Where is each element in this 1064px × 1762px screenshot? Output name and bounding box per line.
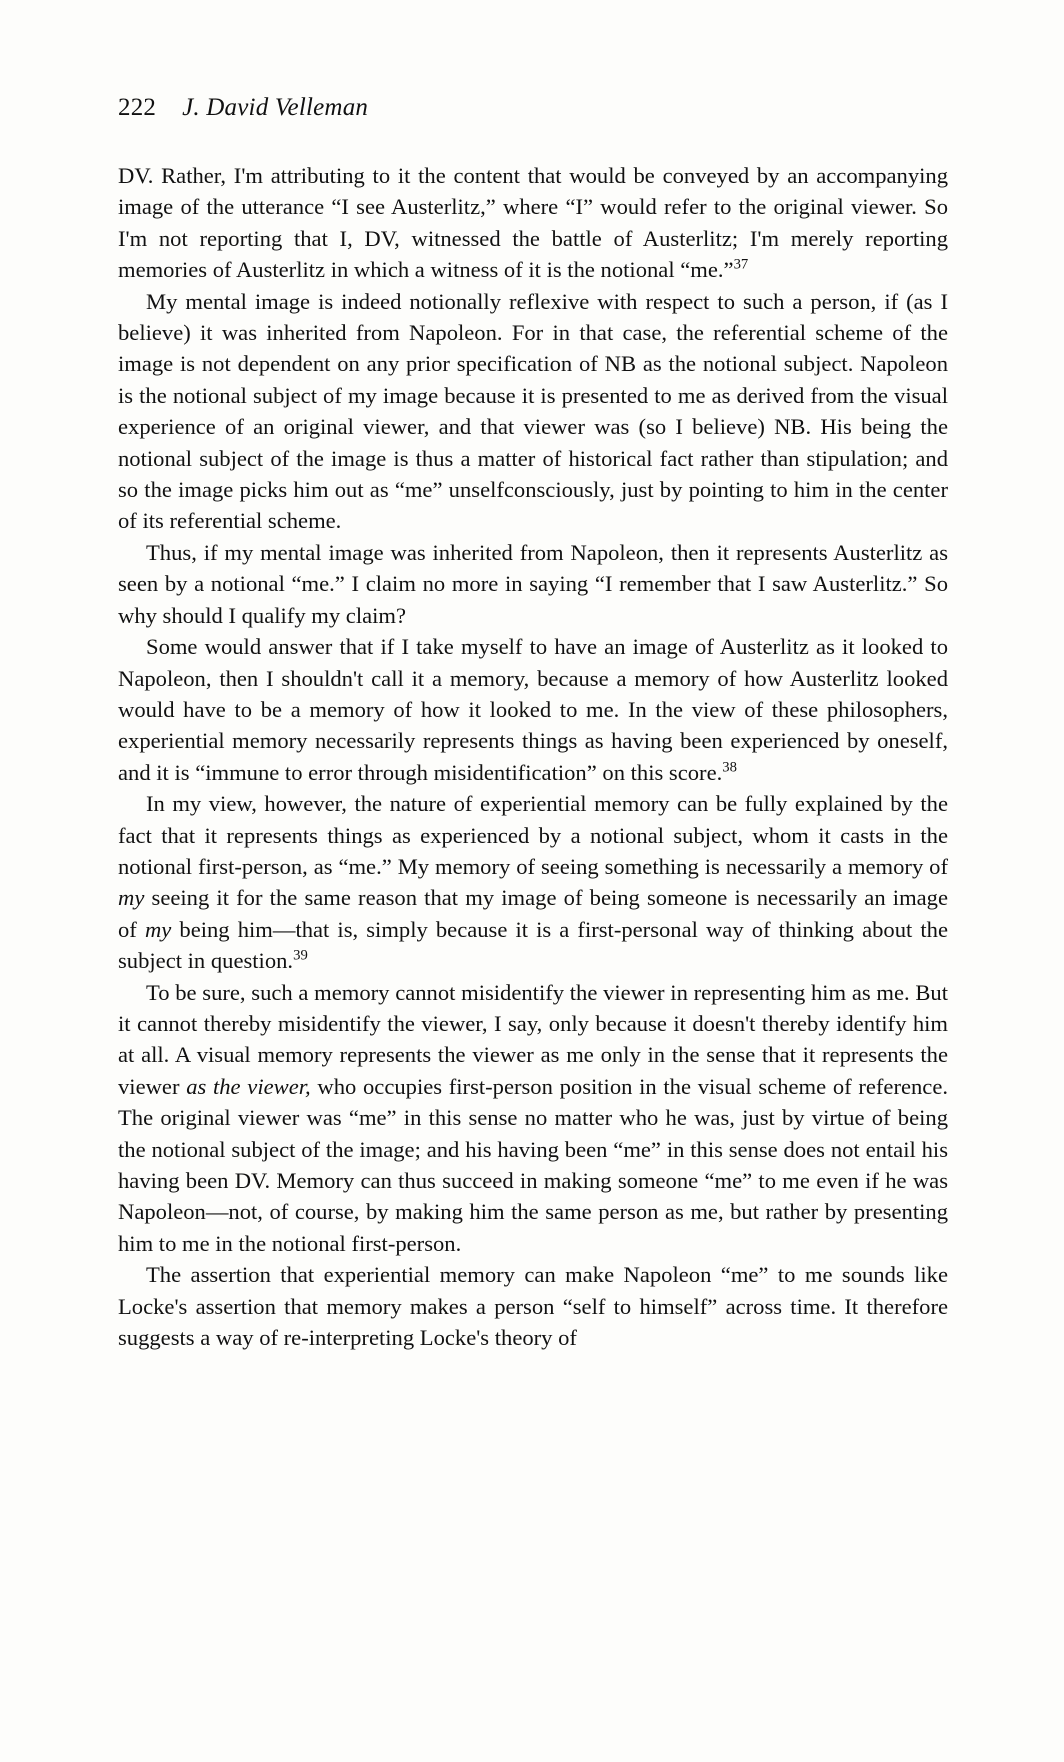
text-run: The assertion that experiential memory can make Napoleon “me” to me sounds like Locke's assertion that memory makes a person “self to himself” across time. It therefore suggests a way of re-interpreting Locke's theory of [118,1262,948,1351]
text-run: To be sure, such a memory cannot misidentify the viewer in representing him as me. But it cannot thereby misidentify the viewer, I say, only because it doesn't thereby identify him at all. A visual memory represents the viewer as me only in the sense that it represents the viewer [118,979,948,1099]
text-run: seeing it for the same reason that my image of being someone is necessarily an image of [118,885,948,942]
body-text [118,160,948,1353]
text-run: In my view, however, the nature of experiential memory can be fully explained by the fact that it represents things as experienced by a notional subject, whom it casts in the notional first-person, as “me.” My memory of seeing something is necessarily a memory of [118,791,948,879]
page-header [118,94,948,122]
paragraph [118,537,948,631]
paragraph [118,1259,948,1353]
text-run: who occupies first-person position in the visual scheme of reference. The original viewer was “me” in this sense no matter who he was, just by virtue of being the notional subject of the image; and his having been “me” in this sense does not entail his having been DV. Memory can thus succeed in making someone “me” to me even if he was Napoleon—not, of course, by making him the same person as me, but rather by presenting him to me in the notional first-person. [118,1073,949,1256]
paragraph [118,977,948,1260]
paragraph [118,286,948,537]
footnote-marker: 39 [293,947,308,964]
running-head-author: J. David Velleman [182,94,369,121]
emphasis-text: as the viewer, [186,1073,311,1099]
paragraph [118,160,948,286]
emphasis-text: my [118,885,145,911]
page-number: 222 [118,94,157,121]
footnote-marker: 38 [722,759,737,776]
text-run: My mental image is indeed notionally reflexive with respect to such a person, if (as I believe) it was inherited from Napoleon. For in that case, the referential scheme of the image is not dependent on any prior specification of NB as the notional subject. Napoleon is the notional subject of my image because it is presented to me as derived from the visual experience of an original viewer, and that viewer was (so I believe) NB. His being the notional subject of the image is thus a matter of historical fact rather than stipulation; and so the image picks him out as “me” unselfconsciously, just by pointing to him in the center of its referential scheme. [118,288,948,534]
text-run: being him—that is, simply because it is a first-personal way of thinking about the subject in question. [118,916,948,974]
paragraph [118,631,948,788]
text-run: Some would answer that if I take myself to have an image of Austerlitz as it looked to Napoleon, then I shouldn't call it a memory, because a memory of how Austerlitz looked would have to be a memory of how it looked to me. In the view of these philosophers, experiential memory necessarily represents things as having been experienced by oneself, and it is “immune to error through misidentification” on this score. [118,634,948,785]
footnote-marker: 37 [733,256,749,273]
emphasis-text: my [144,916,172,942]
text-run: DV. Rather, I'm attributing to it the content that would be conveyed by an accompanying image of the utterance “I see Austerlitz,” where “I” would refer to the original viewer. So I'm not reporting that I, DV, witnessed the battle of Austerlitz; I'm merely reporting memories of Austerlitz in which a witness of it is the notional “me.” [118,163,948,283]
text-run: Thus, if my mental image was inherited from Napoleon, then it represents Austerlitz as seen by a notional “me.” I claim no more in saying “I remember that I saw Austerlitz.” So why should I qualify my claim? [118,539,948,628]
paragraph [118,788,948,976]
